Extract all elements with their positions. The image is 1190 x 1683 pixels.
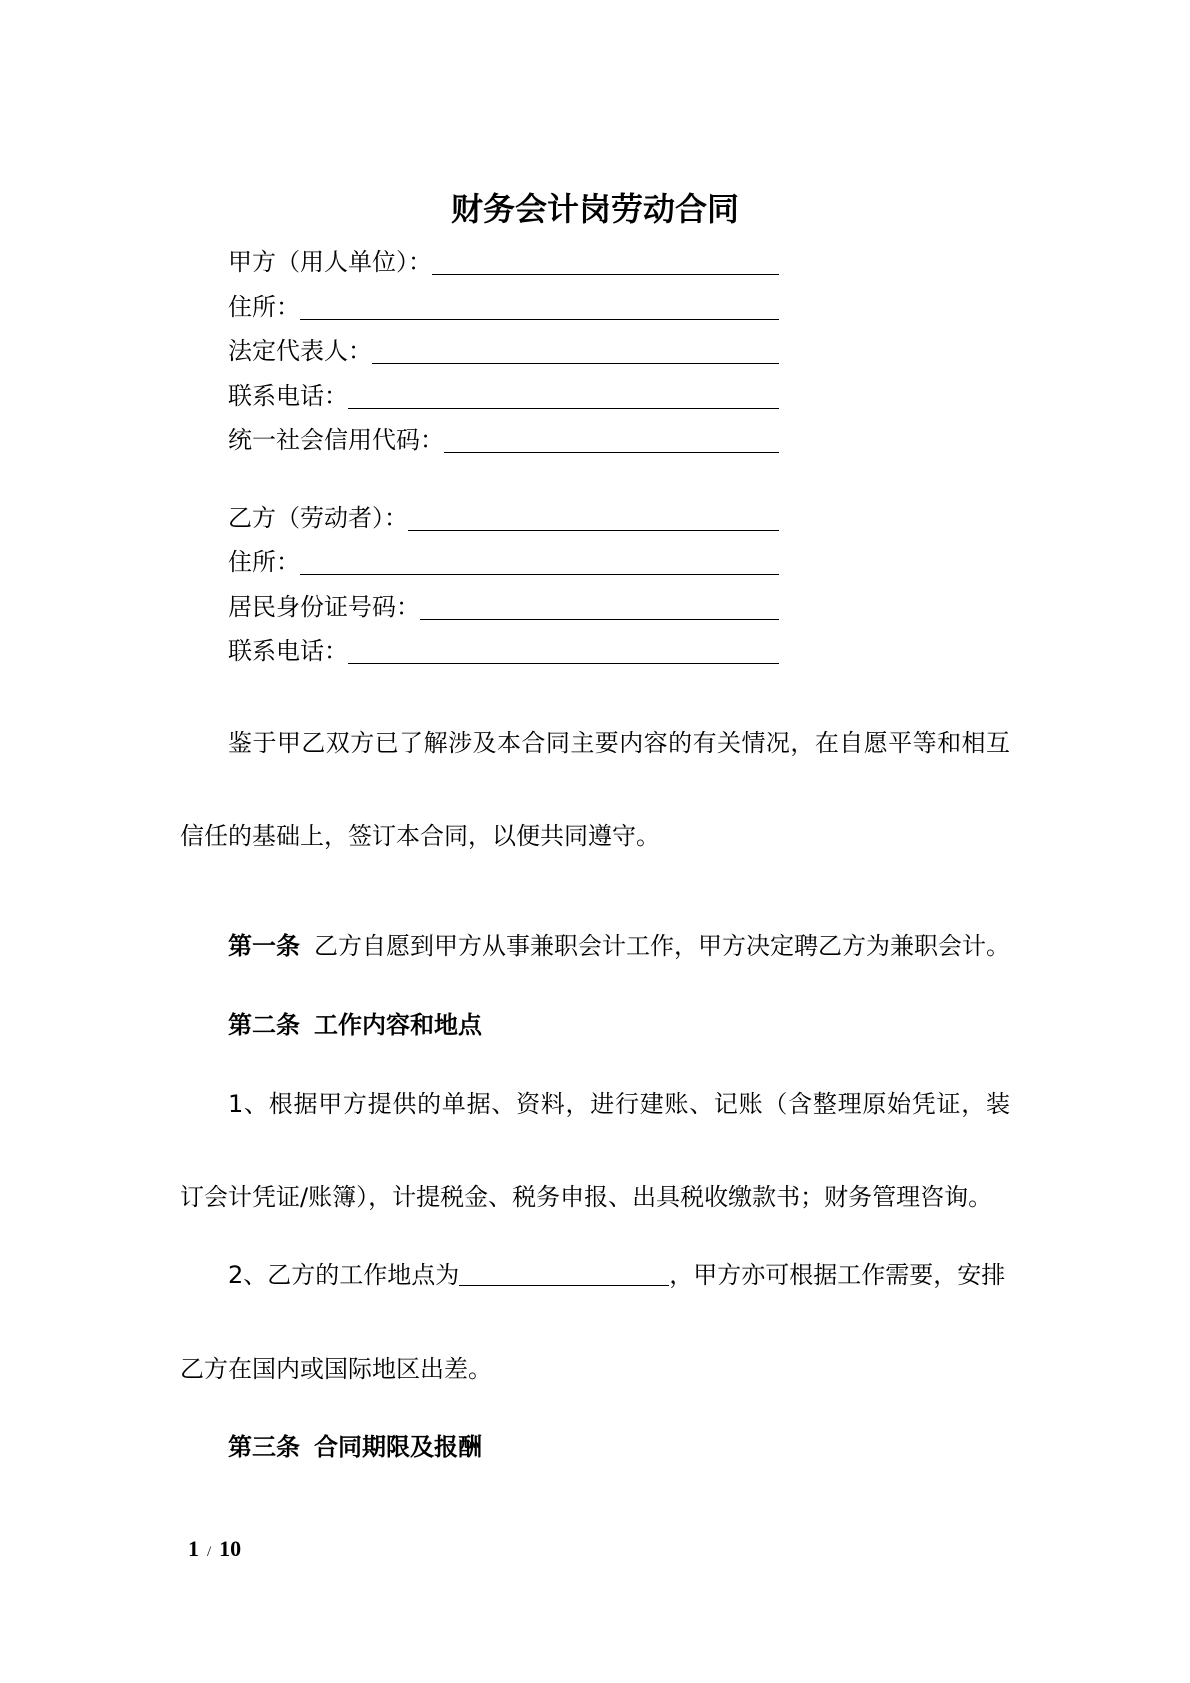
clause-text-before-blank: 2、乙方的工作地点为 (228, 1261, 460, 1289)
legal-representative-blank-line (372, 338, 779, 364)
employer-name-label: 甲方（用人单位）： (228, 250, 432, 276)
article-3-label: 第三条 (228, 1433, 300, 1461)
credit-code-label: 统一社会信用代码： (228, 428, 444, 454)
clause-text-after-blank: ，甲方亦可根据工作需要，安排 (669, 1261, 1006, 1289)
id-number-label: 居民身份证号码： (228, 595, 420, 621)
article-1-label: 第一条 (228, 932, 300, 960)
employee-phone-blank-line (348, 638, 779, 664)
page-separator: / (207, 1544, 212, 1560)
article-2-label: 第二条 (228, 1011, 300, 1039)
article-1-text: 乙方自愿到甲方从事兼职会计工作，甲方决定聘乙方为兼职会计。 (314, 932, 1010, 960)
clause-line: 1、根据甲方提供的单据、资料，进行建账、记账（含整理原始凭证，装 (228, 1090, 1010, 1118)
employee-name-field (228, 505, 779, 533)
work-location-blank-line (459, 1259, 669, 1286)
employer-phone-blank-line (348, 383, 779, 409)
contract-title: 财务会计岗劳动合同 (450, 190, 739, 228)
credit-code-blank-line (444, 427, 779, 453)
employer-name-field (228, 249, 779, 277)
preamble-line: 信任的基础上，签订本合同，以便共同遵守。 (180, 822, 660, 850)
employee-name-label: 乙方（劳动者）： (228, 506, 408, 532)
id-number-field (228, 594, 779, 622)
clause-line: 乙方在国内或国际地区出差。 (180, 1355, 492, 1383)
employee-address-field (228, 549, 779, 577)
preamble-line: 鉴于甲乙双方已了解涉及本合同主要内容的有关情况，在自愿平等和相互 (228, 729, 1010, 757)
clause-line: 订会计凭证/账簿），计提税金、税务申报、出具税收缴款书；财务管理咨询。 (180, 1183, 993, 1211)
employer-phone-field (228, 383, 779, 411)
legal-representative-field (228, 338, 779, 366)
employee-name-blank-line (408, 505, 779, 531)
article-1 (228, 930, 1010, 962)
employer-address-blank-line (300, 294, 779, 320)
employer-address-label: 住所： (228, 295, 300, 321)
article-2-heading (228, 1009, 1010, 1041)
employer-address-field (228, 294, 779, 322)
legal-representative-label: 法定代表人： (228, 339, 372, 365)
employee-address-blank-line (300, 549, 779, 575)
article-3-heading (228, 1431, 1010, 1463)
clause-line (228, 1259, 1010, 1291)
credit-code-field (228, 427, 779, 455)
total-pages: 10 (219, 1536, 242, 1561)
id-number-blank-line (420, 594, 779, 620)
employee-address-label: 住所： (228, 550, 300, 576)
page-number (188, 1535, 241, 1563)
employee-phone-field (228, 638, 779, 666)
employer-name-blank-line (432, 249, 779, 275)
article-3-title: 合同期限及报酬 (314, 1433, 482, 1461)
employer-phone-label: 联系电话： (228, 384, 348, 410)
employee-phone-label: 联系电话： (228, 639, 348, 665)
article-2-title: 工作内容和地点 (314, 1011, 482, 1039)
current-page: 1 (188, 1536, 199, 1561)
